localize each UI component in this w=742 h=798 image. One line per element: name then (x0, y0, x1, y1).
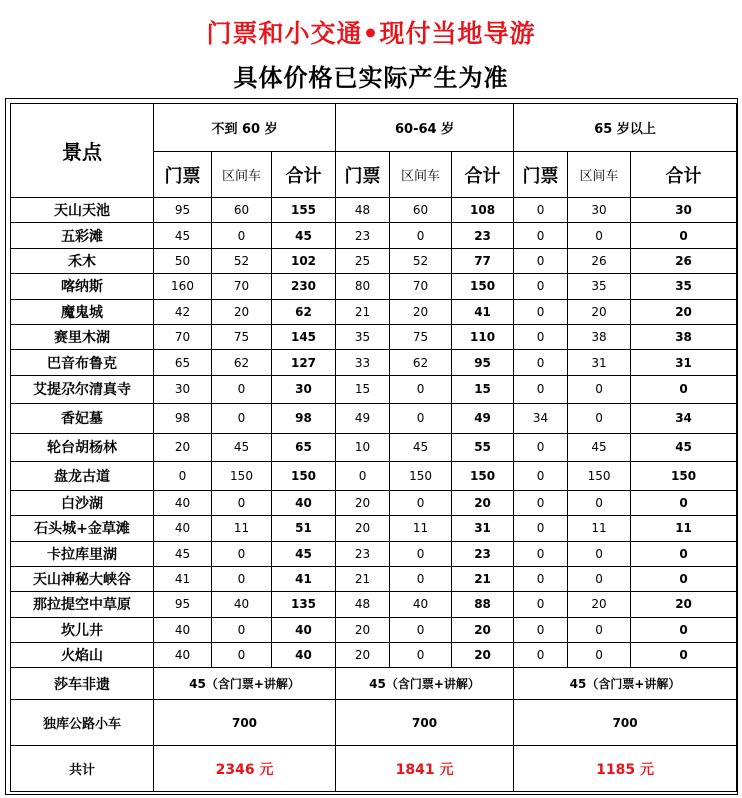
header-subtotal: 合计 (631, 152, 737, 198)
spot-name: 五彩滩 (11, 223, 154, 248)
spot-name: 天山天池 (11, 198, 154, 223)
shuttle-price: 0 (568, 375, 631, 403)
subtotal-price: 20 (452, 643, 514, 668)
subtotal-price: 30 (272, 375, 336, 403)
spot-name: 魔鬼城 (11, 299, 154, 324)
shuttle-price: 60 (390, 198, 452, 223)
subtotal-price: 31 (631, 350, 737, 375)
shuttle-price: 0 (212, 541, 272, 566)
subtotal-price: 150 (452, 461, 514, 490)
spot-name: 艾提尕尔清真寺 (11, 375, 154, 403)
ticket-price: 0 (514, 274, 568, 299)
subtotal-price: 0 (631, 617, 737, 642)
table-row (11, 490, 737, 515)
table-row (11, 299, 737, 324)
subtotal-price: 145 (272, 324, 336, 349)
shuttle-price: 20 (568, 592, 631, 617)
table-row (11, 433, 737, 461)
header-group-65-plus: 65 岁以上 (514, 104, 737, 152)
spot-name: 盘龙古道 (11, 461, 154, 490)
subtotal-price: 110 (452, 324, 514, 349)
subtotal-price: 34 (631, 403, 737, 433)
shuttle-price: 75 (212, 324, 272, 349)
extra-value: 700 (154, 700, 336, 746)
shuttle-price: 0 (212, 403, 272, 433)
ticket-price: 0 (514, 248, 568, 273)
subtotal-price: 40 (272, 617, 336, 642)
ticket-price: 25 (336, 248, 390, 273)
ticket-price: 160 (154, 274, 212, 299)
extra-value: 45（含门票+讲解） (514, 668, 737, 700)
subtotal-price: 15 (452, 375, 514, 403)
table-row (11, 643, 737, 668)
shuttle-price: 38 (568, 324, 631, 349)
subtotal-price: 45 (631, 433, 737, 461)
subtotal-price: 45 (272, 223, 336, 248)
shuttle-price: 11 (390, 516, 452, 541)
ticket-price: 0 (514, 198, 568, 223)
total-value: 2346 元 (154, 746, 336, 792)
table-row (11, 324, 737, 349)
table-row (11, 617, 737, 642)
table-row (11, 566, 737, 591)
header-ticket: 门票 (336, 152, 390, 198)
subtotal-price: 65 (272, 433, 336, 461)
subtotal-price: 49 (452, 403, 514, 433)
shuttle-price: 150 (568, 461, 631, 490)
shuttle-price: 0 (568, 566, 631, 591)
spot-name: 轮台胡杨林 (11, 433, 154, 461)
shuttle-price: 20 (212, 299, 272, 324)
subtotal-price: 21 (452, 566, 514, 591)
header-subtotal: 合计 (272, 152, 336, 198)
table-row (11, 248, 737, 273)
ticket-price: 48 (336, 592, 390, 617)
price-table (10, 103, 737, 792)
shuttle-price: 52 (212, 248, 272, 273)
header-subtotal: 合计 (452, 152, 514, 198)
ticket-price: 30 (154, 375, 212, 403)
ticket-price: 0 (514, 350, 568, 375)
subtotal-price: 135 (272, 592, 336, 617)
extra-value: 45（含门票+讲解） (336, 668, 514, 700)
ticket-price: 35 (336, 324, 390, 349)
subtotal-price: 150 (631, 461, 737, 490)
shuttle-price: 26 (568, 248, 631, 273)
shuttle-price: 75 (390, 324, 452, 349)
shuttle-price: 0 (212, 490, 272, 515)
shuttle-price: 0 (568, 617, 631, 642)
ticket-price: 20 (336, 617, 390, 642)
ticket-price: 40 (154, 617, 212, 642)
shuttle-price: 150 (212, 461, 272, 490)
extra-value: 700 (514, 700, 737, 746)
shuttle-price: 52 (390, 248, 452, 273)
header-group-under-60: 不到 60 岁 (154, 104, 336, 152)
ticket-price: 41 (154, 566, 212, 591)
shuttle-price: 0 (390, 566, 452, 591)
shuttle-price: 70 (212, 274, 272, 299)
ticket-price: 98 (154, 403, 212, 433)
ticket-price: 0 (336, 461, 390, 490)
ticket-price: 0 (514, 617, 568, 642)
subtotal-price: 230 (272, 274, 336, 299)
header-shuttle: 区间车 (390, 152, 452, 198)
subtotal-price: 20 (452, 617, 514, 642)
shuttle-price: 62 (390, 350, 452, 375)
ticket-price: 21 (336, 299, 390, 324)
subtotal-price: 20 (631, 299, 737, 324)
table-row (11, 223, 737, 248)
subtotal-price: 0 (631, 223, 737, 248)
extra-row-name: 莎车非遗 (11, 668, 154, 700)
shuttle-price: 30 (568, 198, 631, 223)
spot-name: 火焰山 (11, 643, 154, 668)
shuttle-price: 11 (212, 516, 272, 541)
shuttle-price: 0 (390, 617, 452, 642)
ticket-price: 65 (154, 350, 212, 375)
subtotal-price: 108 (452, 198, 514, 223)
shuttle-price: 31 (568, 350, 631, 375)
ticket-price: 49 (336, 403, 390, 433)
subtotal-price: 23 (452, 223, 514, 248)
table-row (11, 198, 737, 223)
subtotal-price: 0 (631, 541, 737, 566)
subtotal-price: 35 (631, 274, 737, 299)
ticket-price: 33 (336, 350, 390, 375)
shuttle-price: 0 (212, 223, 272, 248)
shuttle-price: 45 (212, 433, 272, 461)
table-row (11, 350, 737, 375)
ticket-price: 0 (514, 433, 568, 461)
subtotal-price: 150 (272, 461, 336, 490)
shuttle-price: 0 (390, 375, 452, 403)
ticket-price: 10 (336, 433, 390, 461)
shuttle-price: 45 (390, 433, 452, 461)
header-shuttle: 区间车 (212, 152, 272, 198)
subtotal-price: 0 (631, 643, 737, 668)
ticket-price: 20 (336, 490, 390, 515)
header-ticket: 门票 (154, 152, 212, 198)
spot-name: 巴音布鲁克 (11, 350, 154, 375)
ticket-price: 0 (514, 516, 568, 541)
ticket-price: 42 (154, 299, 212, 324)
shuttle-price: 0 (212, 617, 272, 642)
shuttle-price: 0 (568, 643, 631, 668)
spot-name: 卡拉库里湖 (11, 541, 154, 566)
subtotal-price: 77 (452, 248, 514, 273)
ticket-price: 0 (514, 375, 568, 403)
ticket-price: 95 (154, 592, 212, 617)
subtotal-price: 155 (272, 198, 336, 223)
subtotal-price: 0 (631, 490, 737, 515)
ticket-price: 45 (154, 541, 212, 566)
shuttle-price: 0 (390, 223, 452, 248)
shuttle-price: 20 (568, 299, 631, 324)
spot-name: 喀纳斯 (11, 274, 154, 299)
ticket-price: 34 (514, 403, 568, 433)
subtotal-price: 45 (272, 541, 336, 566)
ticket-price: 80 (336, 274, 390, 299)
header-ticket: 门票 (514, 152, 568, 198)
ticket-price: 0 (514, 223, 568, 248)
ticket-price: 0 (514, 490, 568, 515)
subtotal-price: 55 (452, 433, 514, 461)
ticket-price: 0 (514, 566, 568, 591)
ticket-price: 0 (154, 461, 212, 490)
shuttle-price: 11 (568, 516, 631, 541)
shuttle-price: 0 (390, 490, 452, 515)
shuttle-price: 45 (568, 433, 631, 461)
total-value: 1841 元 (336, 746, 514, 792)
table-row (11, 375, 737, 403)
extra-row-name: 独库公路小车 (11, 700, 154, 746)
ticket-price: 0 (514, 592, 568, 617)
subtotal-price: 51 (272, 516, 336, 541)
subtotal-price: 0 (631, 375, 737, 403)
spot-name: 白沙湖 (11, 490, 154, 515)
table-row (11, 461, 737, 490)
table-row (11, 541, 737, 566)
shuttle-price: 0 (568, 403, 631, 433)
ticket-price: 20 (336, 643, 390, 668)
table-row (11, 403, 737, 433)
ticket-price: 48 (336, 198, 390, 223)
shuttle-price: 0 (212, 566, 272, 591)
spot-name: 石头城+金草滩 (11, 516, 154, 541)
subtotal-price: 26 (631, 248, 737, 273)
extra-value: 45（含门票+讲解） (154, 668, 336, 700)
shuttle-price: 0 (390, 403, 452, 433)
shuttle-price: 0 (212, 643, 272, 668)
shuttle-price: 62 (212, 350, 272, 375)
ticket-price: 23 (336, 541, 390, 566)
total-value: 1185 元 (514, 746, 737, 792)
spot-name: 禾木 (11, 248, 154, 273)
subtotal-price: 30 (631, 198, 737, 223)
subtotal-price: 20 (452, 490, 514, 515)
subtotal-price: 62 (272, 299, 336, 324)
subtotal-price: 40 (272, 643, 336, 668)
ticket-price: 20 (336, 516, 390, 541)
ticket-price: 23 (336, 223, 390, 248)
total-label: 共计 (11, 746, 154, 792)
ticket-price: 0 (514, 299, 568, 324)
shuttle-price: 0 (212, 375, 272, 403)
shuttle-price: 0 (568, 223, 631, 248)
ticket-price: 0 (514, 643, 568, 668)
subtotal-price: 23 (452, 541, 514, 566)
shuttle-price: 40 (212, 592, 272, 617)
shuttle-price: 60 (212, 198, 272, 223)
ticket-price: 50 (154, 248, 212, 273)
subtotal-price: 20 (631, 592, 737, 617)
shuttle-price: 40 (390, 592, 452, 617)
ticket-price: 21 (336, 566, 390, 591)
subtotal-price: 41 (452, 299, 514, 324)
header-group-60-64: 60-64 岁 (336, 104, 514, 152)
ticket-price: 0 (514, 324, 568, 349)
shuttle-price: 0 (390, 541, 452, 566)
ticket-price: 0 (514, 541, 568, 566)
shuttle-price: 0 (568, 541, 631, 566)
page-title: 门票和小交通•现付当地导游 (206, 19, 536, 48)
ticket-price: 40 (154, 516, 212, 541)
subtotal-price: 11 (631, 516, 737, 541)
table-row (11, 274, 737, 299)
spot-name: 香妃墓 (11, 403, 154, 433)
extra-value: 700 (336, 700, 514, 746)
shuttle-price: 0 (390, 643, 452, 668)
page-subtitle: 具体价格已实际产生为准 (233, 64, 509, 92)
table-row (11, 592, 737, 617)
subtotal-price: 31 (452, 516, 514, 541)
ticket-price: 0 (514, 461, 568, 490)
ticket-price: 20 (154, 433, 212, 461)
subtotal-price: 0 (631, 566, 737, 591)
ticket-price: 95 (154, 198, 212, 223)
ticket-price: 40 (154, 490, 212, 515)
shuttle-price: 20 (390, 299, 452, 324)
shuttle-price: 0 (568, 490, 631, 515)
subtotal-price: 95 (452, 350, 514, 375)
subtotal-price: 102 (272, 248, 336, 273)
shuttle-price: 35 (568, 274, 631, 299)
subtotal-price: 127 (272, 350, 336, 375)
spot-name: 天山神秘大峡谷 (11, 566, 154, 591)
header-shuttle: 区间车 (568, 152, 631, 198)
spot-name: 赛里木湖 (11, 324, 154, 349)
subtotal-price: 40 (272, 490, 336, 515)
subtotal-price: 150 (452, 274, 514, 299)
shuttle-price: 70 (390, 274, 452, 299)
ticket-price: 15 (336, 375, 390, 403)
spot-name: 那拉提空中草原 (11, 592, 154, 617)
ticket-price: 40 (154, 643, 212, 668)
subtotal-price: 38 (631, 324, 737, 349)
ticket-price: 45 (154, 223, 212, 248)
ticket-price: 70 (154, 324, 212, 349)
subtotal-price: 41 (272, 566, 336, 591)
header-spot: 景点 (11, 104, 154, 198)
subtotal-price: 88 (452, 592, 514, 617)
shuttle-price: 150 (390, 461, 452, 490)
subtotal-price: 98 (272, 403, 336, 433)
spot-name: 坎儿井 (11, 617, 154, 642)
table-row (11, 516, 737, 541)
